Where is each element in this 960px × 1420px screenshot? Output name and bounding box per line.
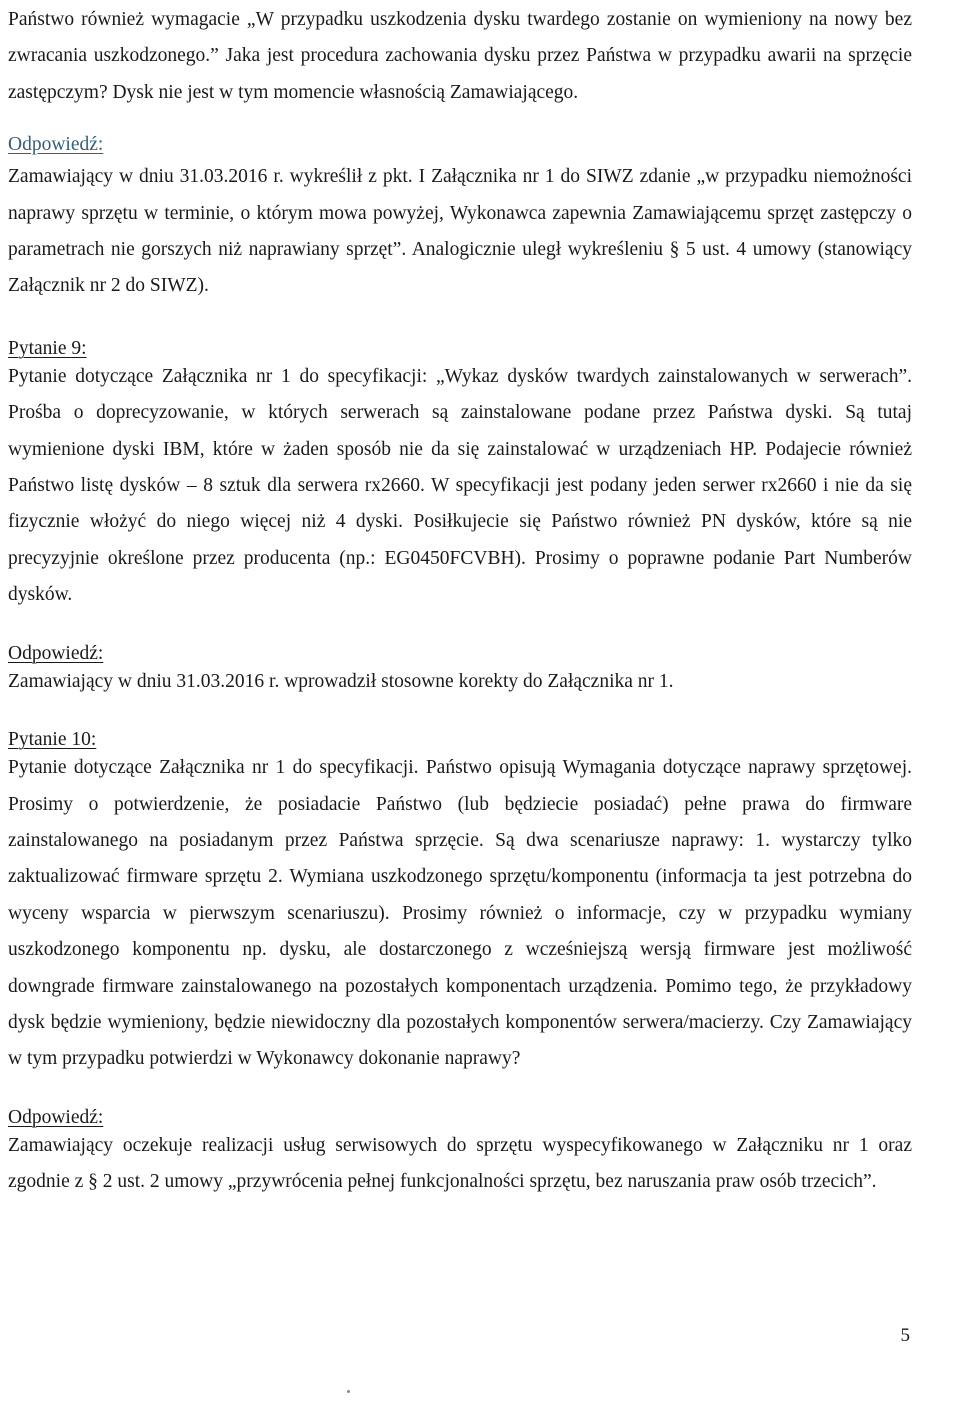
scan-speck [347,1390,350,1393]
answer-8-heading-row [8,119,912,159]
document-body [8,0,912,1201]
question-8-continuation: Państwo również wymagacie „W przypadku uszkodzenia dysku twardego zostanie on wymieniony na nowy bez zwracania uszkodzonego.” Jaka jest procedura zachowania dysku przez Państwa w przypadku awarii na sprzęcie zastępczym? Dysk nie jest w tym momencie własnością Zamawiającego. [8,9,912,103]
answer-10-heading: Odpowiedź: [8,1106,104,1128]
question-10-heading-row [8,710,912,750]
answer-8-heading: Odpowiedź: [8,134,104,156]
answer-9-heading-row [8,624,912,664]
answer-10-text: Zamawiający oczekuje realizacji usług serwisowych do sprzętu wyspecyfikowanego w Załączniku nr 1 oraz zgodnie z § 2 ust. 2 umowy „przywrócenia pełnej funkcjonalności sprzętu, bez naruszania praw osób trzecich”. [8,1134,912,1193]
answer-9-heading: Odpowiedź: [8,642,104,664]
answer-9-text: Zamawiający w dniu 31.03.2016 r. wprowadził stosowne korekty do Załącznika nr 1. [8,670,674,692]
question-9-heading: Pytanie 9: [8,337,87,359]
question-10-heading: Pytanie 10: [8,729,97,751]
answer-8-text: Zamawiający w dniu 31.03.2016 r. wykreślił z pkt. I Załącznika nr 1 do SIWZ zdanie „w przypadku niemożności naprawy sprzętu w terminie, o którym mowa powyżej, Wykonawca zapewnia Zamawiającemu sprzęt zastępczy o parametrach nie gorszych niż naprawiany sprzęt”. Analogicznie uległ wykreśleniu § 5 ust. 4 umowy (stanowiący Załącznik nr 2 do SIWZ). [8,166,912,297]
question-10-text: Pytanie dotyczące Załącznika nr 1 do specyfikacji. Państwo opisują Wymagania dotyczące naprawy sprzętowej. Prosimy o potwierdzenie, że posiadacie Państwo (lub będziecie posiadać) pełne prawa do firmware zainstalowanego na posiadanym przez Państwa sprzęcie. Są dwa scenariusze naprawy: 1. wystarczy tylko zaktualizować firmware sprzętu 2. Wymiana uszkodzonego sprzętu/komponentu (informacja ta jest potrzebna do wyceny wsparcia w pierwszym scenariuszu). Prosimy również o informacje, czy w przypadku wymiany uszkodzonego komponentu np. dysku, ale dostarczonego z wcześniejszą wersją firmware jest możliwość downgrade firmware zainstalowanego na pozostałych komponentach urządzenia. Pomimo tego, że przykładowy dysk będzie wymieniony, będzie niewidoczny dla pozostałych komponentów serwera/macierzy. Czy Zamawiający w tym przypadku potwierdzi w Wykonawcy dokonanie naprawy? [8,757,912,1070]
answer-10-heading-row [8,1088,912,1128]
page-number: 5 [900,1325,910,1346]
question-9-heading-row [8,319,912,359]
question-9-text: Pytanie dotyczące Załącznika nr 1 do specyfikacji: „Wykaz dysków twardych zainstalowanych w serwerach”. Prośba o doprecyzowanie, w których serwerach są zainstalowane podane przez Państwa dyski. Są tutaj wymienione dyski IBM, które w żaden sposób nie da się zainstalować w urządzeniach HP. Podajecie również Państwo listę dysków – 8 sztuk dla serwera rx2660. W specyfikacji jest podany jeden serwer rx2660 i nie da się fizycznie włożyć do niego więcej niż 4 dyski. Posiłkujecie się Państwo również PN dysków, które są nie precyzyjnie określone przez producenta (np.: EG0450FCVBH). Prosimy o poprawne podanie Part Numberów dysków. [8,365,912,606]
